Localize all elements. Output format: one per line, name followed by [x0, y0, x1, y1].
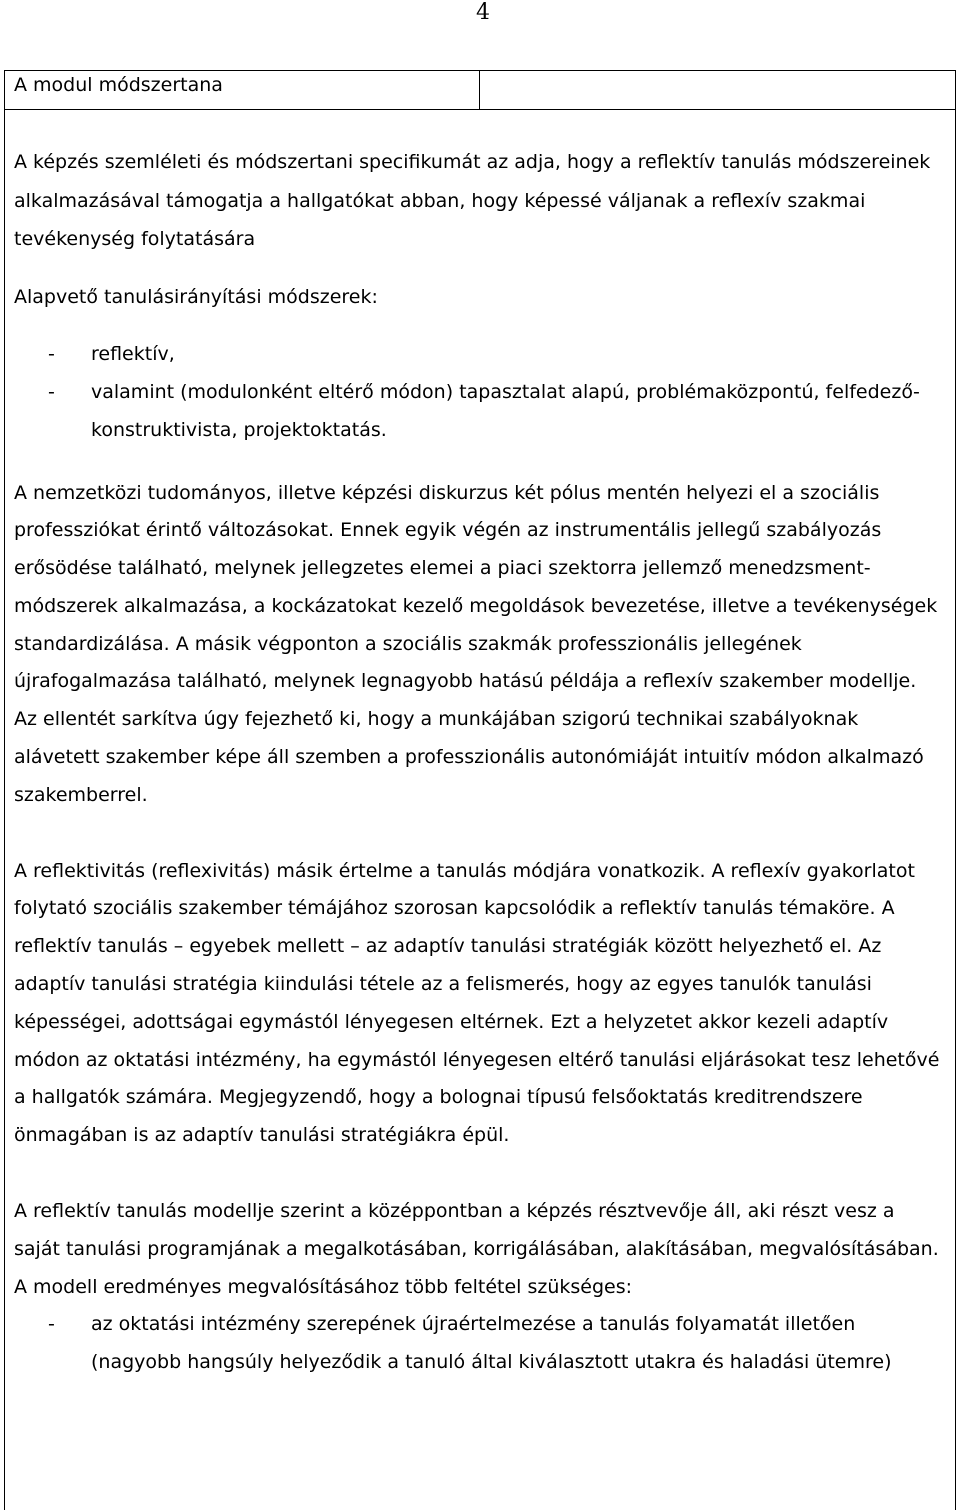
page-number: 4	[476, 0, 490, 25]
paragraph-discourse: A nemzetközi tudományos, illetve képzési diskurzus két pólus mentén helyezi el a szociális professziókat érintő változásokat. Ennek egyik végén az instrumentális jellegű szabályozás erősödése található, melynek jellegzetes elemei a piaci szektorra jellemző menedzsment-módszerek alkalmazása, a kockázatokat kezelő megoldások bevezetése, illetve a tevékenységek standardizálása. A másik végponton a szociális szakmák professzionális jellegének újrafogalmazása található, melynek legnagyobb hatású példája a reflexív szakember modellje. Az ellentét sarkítva úgy fejezhető ki, hogy a munkájában szigorú technikai szabályoknak alávetett szakember képe áll szemben a professzionális autonómiáját intuitív módon alkalmazó szakemberrel.	[14, 481, 938, 806]
list-item-text: reflektív,	[91, 342, 175, 365]
table-header-cell-left	[5, 71, 480, 109]
paragraph-reflective-model: A reflektív tanulás modellje szerint a középpontban a képzés résztvevője áll, aki részt vesz a saját tanulási programjának a megalkotásában, korrigálásában, alakításában, megvalósításában. A modell eredményes megvalósításához több feltétel szükséges:	[14, 1200, 939, 1298]
paragraph-methods-heading: Alapvető tanulásirányítási módszerek:	[14, 285, 378, 308]
conditions-list	[14, 1306, 944, 1382]
module-content	[14, 143, 944, 1382]
list-item	[14, 373, 944, 449]
paragraph-intro: A képzés szemléleti és módszertani specifikumát az adja, hogy a reflektív tanulás módszereinek alkalmazásával támogatja a hallgatókat abban, hogy képessé váljanak a reflexív szakmai tevékenység folytatására	[14, 151, 931, 250]
table-header-row	[5, 71, 955, 110]
list-item-text: valamint (modulonként eltérő módon) tapasztalat alapú, problémaközpontú, felfedező-konstruktivista, projektoktatás.	[91, 380, 920, 441]
module-table	[4, 70, 956, 1510]
list-item	[14, 1306, 944, 1382]
module-title: A modul módszertana	[14, 74, 223, 96]
list-dash: -	[48, 380, 55, 403]
paragraph-reflectivity: A reflektivitás (reflexivitás) másik értelme a tanulás módjára vonatkozik. A reflexív gyakorlatot folytató szociális szakember témájához szorosan kapcsolódik a reflektív tanulás témaköre. A reflektív tanulás – egyebek mellett – az adaptív tanulási stratégiák között helyezhető el. Az adaptív tanulási stratégia kiindulási tétele az a felismerés, hogy az egyes tanulók tanulási képességei, adottságai egymástól lényegesen eltérnek. Ezt a helyzetet akkor kezeli adaptív módon az oktatási intézmény, ha egymástól lényegesen eltérő tanulási eljárásokat tesz lehetővé a hallgatók számára. Megjegyzendő, hogy a bolognai típusú felsőoktatás kreditrendszere önmagában is az adaptív tanulási stratégiákra épül.	[14, 859, 940, 1147]
list-item-text: az oktatási intézmény szerepének újraértelmezése a tanulás folyamatát illetően (nagyobb hangsúly helyeződik a tanuló által kiválasztott utakra és haladási ütemre)	[91, 1313, 892, 1374]
list-item	[14, 335, 944, 373]
list-dash: -	[48, 342, 55, 365]
methods-list	[14, 335, 944, 449]
list-dash: -	[48, 1313, 55, 1336]
